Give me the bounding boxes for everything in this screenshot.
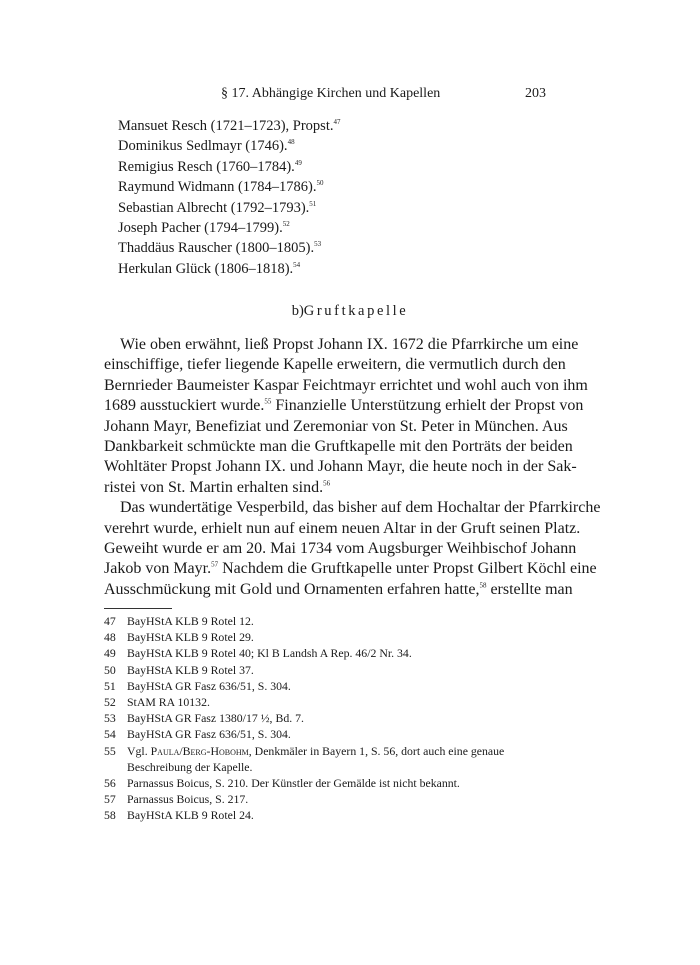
footnote-ref[interactable]: 57 <box>211 560 219 569</box>
text-fragment: erstellte man <box>486 580 573 598</box>
footnote-ref[interactable]: 47 <box>333 118 341 127</box>
author-name: Berg-Hobohm <box>182 743 249 758</box>
footnote-number: 51 <box>104 678 116 693</box>
text-fragment: Jakob von Mayr. <box>104 560 212 578</box>
text-line: Dankbarkeit schmückte man die Gruftkapelle mit den Porträts der beiden <box>104 437 573 455</box>
footnote-number: 58 <box>104 808 116 823</box>
text-line: Wohltäter Propst Johann IX. und Johann Mayr, die heute noch in der Sak- <box>104 458 577 476</box>
list-item-text: Raymund Widmann (1784–1786). <box>118 179 317 196</box>
footnote <box>104 743 546 775</box>
footnote-text <box>127 743 546 775</box>
footnote-rule <box>104 608 172 609</box>
footnote-ref[interactable]: 56 <box>323 479 331 488</box>
footnote-ref[interactable]: 48 <box>287 138 295 147</box>
footnote <box>104 678 546 694</box>
text-fragment: Finanzielle Unterstützung erhielt der Propst von <box>271 397 584 415</box>
footnote-ref[interactable]: 53 <box>314 240 322 249</box>
body-text <box>104 336 601 601</box>
text-line: einschiffige, tiefer liegende Kapelle erweitern, die vermutlich durch den <box>104 356 566 374</box>
footnote-text: BayHStA GR Fasz 636/51, S. 304. <box>127 727 291 742</box>
footnote <box>104 726 546 742</box>
text-line <box>104 580 573 601</box>
running-head-title: § 17. Abhängige Kirchen und Kapellen <box>221 86 441 101</box>
list-item <box>118 157 340 177</box>
footnote-number: 55 <box>104 743 116 758</box>
footnote <box>104 662 546 678</box>
list-item <box>118 218 340 238</box>
footnote <box>104 613 546 629</box>
footnote-number: 49 <box>104 646 116 661</box>
text-fragment: , Denkmäler in Bayern 1, S. 56, dort auch eine genaue Beschreibung der Kapelle. <box>127 743 505 774</box>
text-fragment: ristei von St. Martin erhalten sind. <box>104 478 324 496</box>
footnote-number: 57 <box>104 792 116 807</box>
footnote <box>104 694 546 710</box>
section-heading-title: Gruftkapelle <box>303 303 409 319</box>
footnote-number: 50 <box>104 662 116 677</box>
footnote-text: StAM RA 10132. <box>127 695 210 710</box>
footnote-number: 56 <box>104 776 116 791</box>
footnote-text: BayHStA KLB 9 Rotel 12. <box>127 614 254 628</box>
text-line <box>104 397 584 417</box>
footnote-number: 52 <box>104 695 116 710</box>
footnote-text: Parnassus Boicus, S. 210. Der Künstler der Gemälde ist nicht bekannt. <box>127 776 460 791</box>
list-item <box>118 238 340 258</box>
text-line: Geweiht wurde er am 20. Mai 1734 vom Augsburger Weihbischof Johann <box>104 539 577 557</box>
running-head <box>118 84 546 106</box>
footnote-number: 54 <box>104 727 116 742</box>
list-item-text: Herkulan Glück (1806–1818). <box>118 260 294 277</box>
footnote-text: BayHStA KLB 9 Rotel 40; Kl B Landsh A Rep. 46/2 Nr. 34. <box>127 646 412 661</box>
section-heading-prefix: b) <box>291 303 304 319</box>
footnote-ref[interactable]: 51 <box>309 199 317 208</box>
footnote <box>104 791 546 807</box>
footnote-text: Parnassus Boicus, S. 217. <box>127 792 249 807</box>
page-number: 203 <box>525 86 546 101</box>
section-heading <box>0 301 700 321</box>
text-fragment: / <box>179 743 183 758</box>
footnote-text: BayHStA GR Fasz 636/51, S. 304. <box>127 678 291 693</box>
footnote-ref[interactable]: 50 <box>316 179 324 188</box>
author-name: Paula <box>150 743 180 758</box>
list-item-text: Sebastian Albrecht (1792–1793). <box>118 199 310 216</box>
text-fragment: Ausschmückung mit Gold und Ornamenten erfahren hatte, <box>104 580 480 598</box>
footnotes <box>104 613 546 824</box>
list-item-text: Mansuet Resch (1721–1723), Propst. <box>118 118 334 134</box>
footnote <box>104 645 546 661</box>
text-line <box>104 479 546 499</box>
footnote-number: 48 <box>104 630 116 645</box>
text-line: Johann Mayr, Benefiziat und Zeremoniar von St. Peter in München. Aus <box>104 417 568 435</box>
footnote-ref[interactable]: 52 <box>282 220 290 229</box>
footnote-text: BayHStA KLB 9 Rotel 29. <box>127 630 254 645</box>
text-fragment: Vgl. <box>127 743 151 758</box>
text-line <box>104 560 597 580</box>
text-line: Bernrieder Baumeister Kaspar Feichtmayr errichtet und wohl auch von ihm <box>104 376 588 394</box>
footnote-number: 53 <box>104 711 116 726</box>
list-item <box>118 177 340 197</box>
footnote <box>104 710 546 726</box>
list-item <box>118 198 340 218</box>
footnote-text: BayHStA GR Fasz 1380/17 ½, Bd. 7. <box>127 711 304 726</box>
list-item <box>118 116 340 136</box>
provost-list <box>118 116 340 279</box>
footnote <box>104 629 546 645</box>
text-fragment: Nachdem die Gruftkapelle unter Propst Gilbert Köchl eine <box>218 560 597 578</box>
footnote <box>104 807 546 823</box>
paragraph <box>104 336 588 499</box>
footnote-ref[interactable]: 58 <box>479 581 487 590</box>
list-item-text: Dominikus Sedlmayr (1746). <box>118 138 288 155</box>
footnote-ref[interactable]: 49 <box>294 158 302 167</box>
list-item <box>118 259 340 279</box>
footnote-ref[interactable]: 54 <box>293 261 301 270</box>
text-line: Das wundertätige Vesperbild, das bisher auf dem Hochaltar der Pfarrkirche <box>120 499 601 517</box>
text-line: Wie oben erwähnt, ließ Propst Johann IX. 1672 die Pfarrkirche um eine <box>120 336 579 353</box>
text-fragment: 1689 ausstuckiert wurde. <box>104 397 265 415</box>
footnote-ref[interactable]: 55 <box>264 397 272 406</box>
list-item <box>118 136 340 156</box>
footnote-number: 47 <box>104 614 116 628</box>
list-item-text: Thaddäus Rauscher (1800–1805). <box>118 240 315 257</box>
list-item-text: Joseph Pacher (1794–1799). <box>118 220 283 237</box>
paragraph <box>104 499 601 601</box>
footnote <box>104 775 546 791</box>
text-line: verehrt wurde, erhielt nun auf einem neuen Altar in der Gruft seinen Platz. <box>104 519 581 537</box>
list-item-text: Remigius Resch (1760–1784). <box>118 158 295 175</box>
footnote-text: BayHStA KLB 9 Rotel 24. <box>127 808 254 823</box>
footnote-text: BayHStA KLB 9 Rotel 37. <box>127 662 254 677</box>
